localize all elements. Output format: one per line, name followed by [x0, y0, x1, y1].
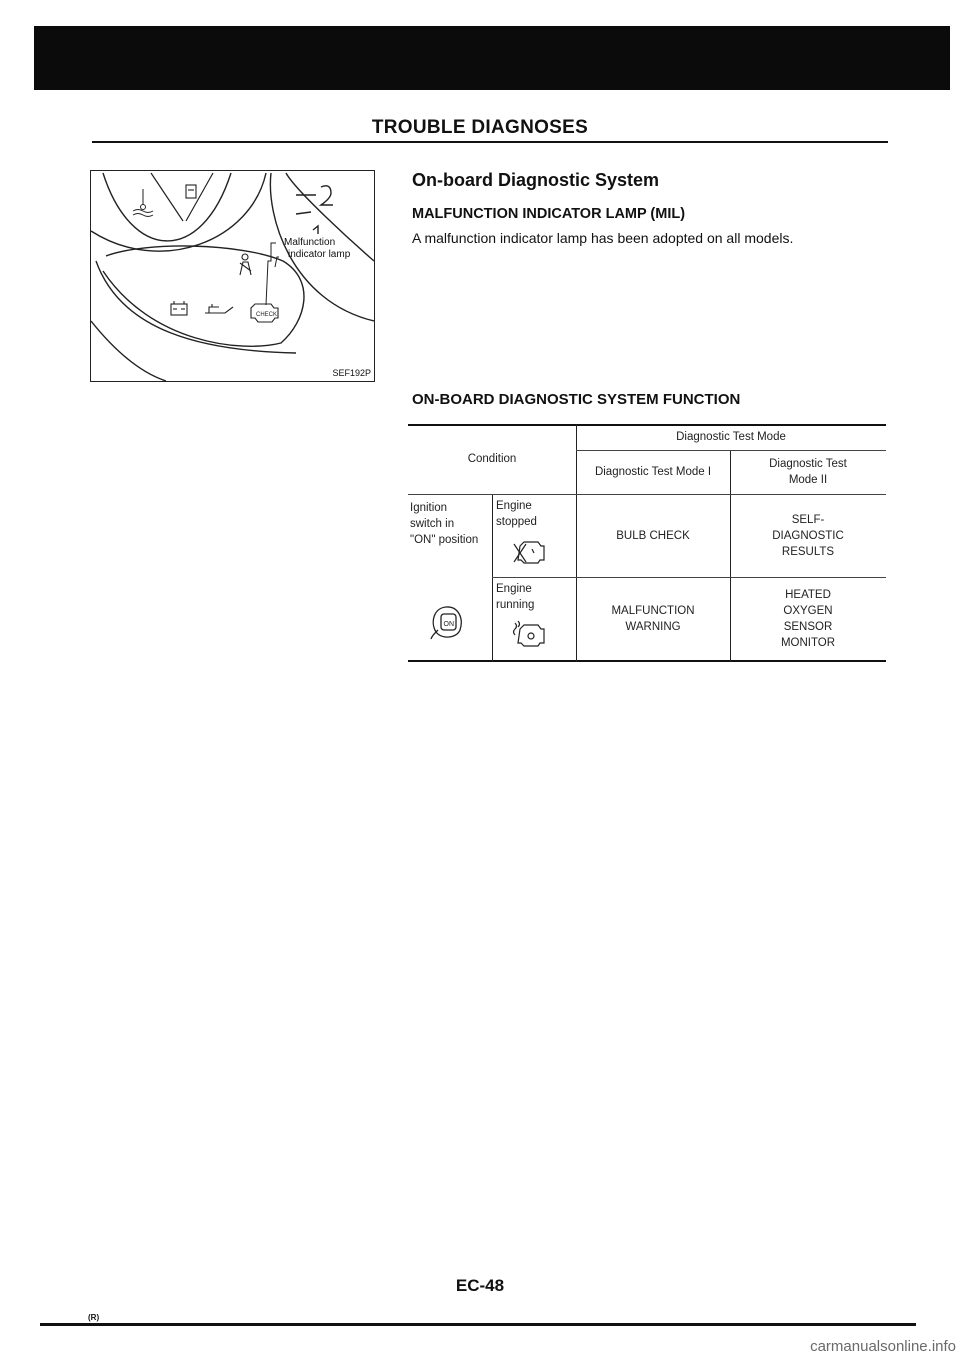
fuel-pump-icon [186, 185, 196, 198]
header-divider [92, 141, 888, 143]
page-title: TROUBLE DIAGNOSES [371, 117, 589, 138]
function-section-title: ON-BOARD DIAGNOSTIC SYSTEM FUNCTION [412, 391, 741, 408]
header-mode-2: Diagnostic Test Mode II [769, 458, 847, 486]
page-number: EC-48 [455, 1276, 505, 1295]
engine-running-label: Engine running [496, 583, 535, 611]
seatbelt-icon [240, 254, 251, 275]
header-diagnostic-test-mode: Diagnostic Test Mode [676, 431, 786, 443]
engine-running-icon [512, 617, 546, 649]
callout-line-2: indicator lamp [288, 249, 351, 260]
diagnostic-table [408, 424, 886, 662]
callout-line-1: Malfunction [284, 237, 336, 248]
coolant-temp-icon [133, 189, 153, 217]
subsection-title: MALFUNCTION INDICATOR LAMP (MIL) [412, 206, 686, 222]
ignition-key-icon [428, 602, 468, 642]
engine-stopped-label: Engine stopped [496, 500, 537, 528]
footer-divider [40, 1323, 916, 1326]
section-body: A malfunction indicator lamp has been adopted on all models. [412, 230, 794, 246]
mode2-engine-stopped: SELF-DIAGNOSTIC RESULTS [772, 513, 844, 558]
check-engine-icon [251, 304, 278, 322]
instrument-cluster-drawing [91, 171, 374, 381]
engine-stopped-icon [512, 536, 546, 566]
mode1-engine-running: MALFUNCTION WARNING [611, 604, 695, 633]
mode2-engine-running: HEATED OXYGEN SENSOR MONITOR [780, 588, 836, 649]
header-condition: Condition [467, 453, 517, 465]
oil-pressure-icon [205, 304, 233, 313]
figure-callout [284, 237, 350, 261]
mode1-engine-stopped: BULB CHECK [616, 529, 690, 542]
header-mode-1: Diagnostic Test Mode I [594, 466, 712, 478]
header-bar [34, 26, 950, 90]
section-title: On-board Diagnostic System [412, 170, 660, 190]
table-bottom-rule [408, 660, 886, 662]
figure-code: SEF192P [332, 368, 371, 378]
instrument-cluster-figure [90, 170, 375, 382]
svg-text:CHECK: CHECK [256, 312, 278, 318]
battery-icon [171, 301, 187, 315]
ignition-condition: Ignition switch in "ON" position [410, 502, 479, 546]
corner-mark: (R) [88, 1313, 100, 1322]
svg-text:ON: ON [443, 621, 454, 628]
table-divider [492, 494, 493, 662]
gauge-needle [151, 173, 213, 221]
watermark: carmanualsonline.info [810, 1338, 956, 1355]
callout-leader [266, 243, 279, 305]
